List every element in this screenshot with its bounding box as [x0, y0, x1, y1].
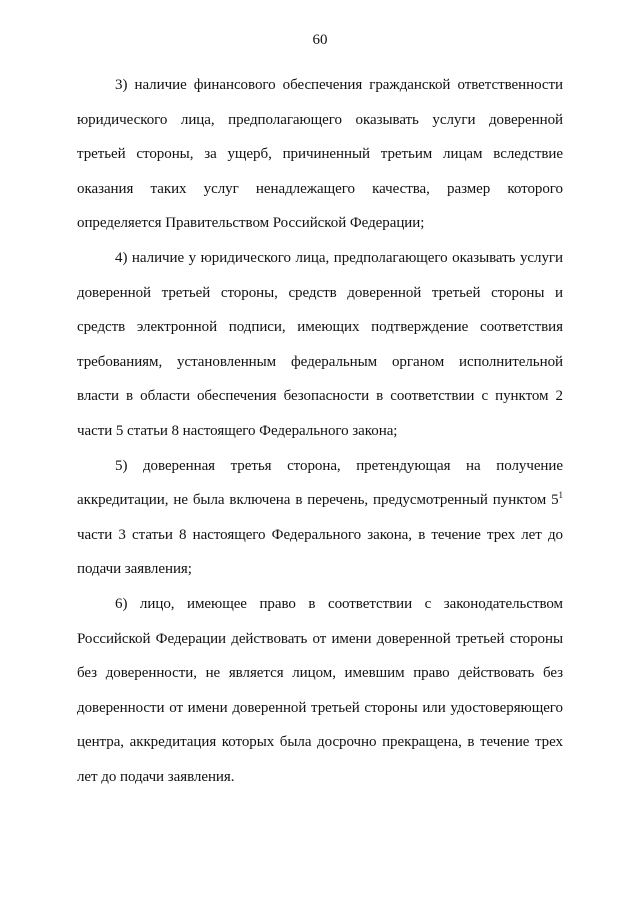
paragraph-item-5: [77, 449, 563, 587]
superscript-5-1: 1: [558, 490, 563, 501]
paragraph-item-6: 6) лицо, имеющее право в соответствии с законодательством Российской Федерации действовать от имени доверенной третьей стороны без доверенности, не является лицом, имевшим право действовать без доверенности от имени доверенной третьей стороны или удостоверяющего центра, аккредитация которых была досрочно прекращена, в течение трех лет до подачи заявления.: [77, 595, 563, 785]
document-body: [77, 68, 563, 794]
paragraph-item-3: 3) наличие финансового обеспечения гражданской ответственности юридического лица, предполагающего оказывать услуги доверенной третьей стороны, за ущерб, причиненный третьим лицам вследствие оказания таких услуг ненадлежащего качества, размер которого определяется Правительством Российской Федерации;: [77, 77, 563, 232]
paragraph-item-5-text-before: 5) доверенная третья сторона, претендующая на получение аккредитации, не была включена в перечень, предусмотренный пунктом 5: [77, 457, 563, 509]
paragraph-item-5-text-after: части 3 статьи 8 настоящего Федерального закона, в течение трех лет до подачи заявления;: [77, 526, 563, 578]
paragraph-item-4: 4) наличие у юридического лица, предполагающего оказывать услуги доверенной третьей стороны, средств доверенной третьей стороны и средств электронной подписи, имеющих подтверждение соответствия требованиям, установленным федеральным органом исполнительной власти в области обеспечения безопасности в соответствии с пунктом 2 части 5 статьи 8 настоящего Федерального закона;: [77, 249, 563, 439]
page-number: 60: [312, 32, 328, 48]
